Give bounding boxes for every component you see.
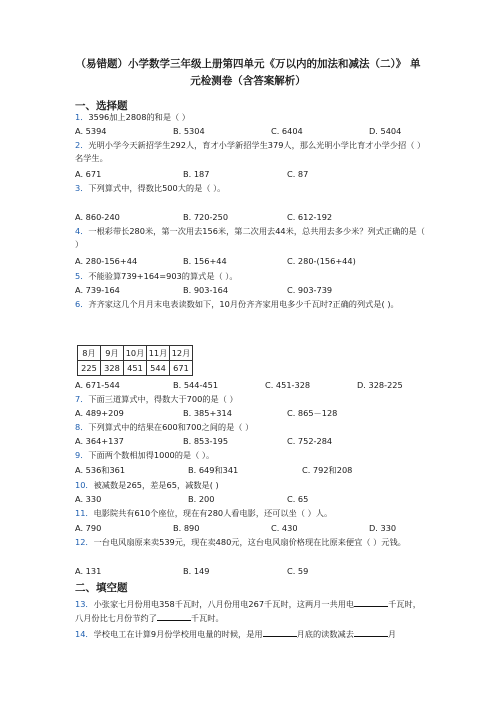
option-b: B. 649和341 [188, 465, 239, 475]
question-11 [75, 507, 425, 520]
question-text: 月底的读数减去 [296, 629, 354, 639]
question-number: 13． [75, 599, 94, 609]
table-cell: 10月 [124, 346, 147, 361]
document-title [60, 56, 436, 90]
question-2-options [75, 169, 425, 181]
option-c: C. 59 [287, 566, 309, 576]
option-d: D. 5404 [369, 126, 402, 136]
question-text: 千瓦时，八月份比七月份节约了 [75, 599, 421, 623]
answer-blank[interactable] [263, 627, 297, 637]
question-12 [75, 536, 425, 549]
question-8 [75, 421, 425, 434]
question-number: 10． [75, 480, 94, 490]
table-cell: 8月 [78, 346, 101, 361]
option-d: D. 328-225 [357, 380, 403, 390]
question-text: 小张家七月份用电358千瓦时，八月份用电267千瓦时，这两月一共用电 [93, 599, 355, 609]
table-cell: 12月 [170, 346, 193, 361]
option-b: B. 903-164 [183, 285, 229, 295]
question-number: 3． [75, 183, 89, 193]
option-a: A. 364+137 [75, 436, 124, 446]
question-text: 一台电风扇原来卖539元，现在卖480元，这台电风扇价格现在比原来便宜（ ）元钱。 [93, 537, 406, 547]
question-4 [75, 225, 425, 251]
question-text: 被减数是265，差是65，减数是( ) [93, 480, 219, 490]
option-a: A. 489+209 [75, 408, 124, 418]
table-row-values [78, 361, 193, 376]
option-a: A. 330 [75, 494, 102, 504]
option-b: B. 149 [183, 566, 210, 576]
question-text: 3596加上2808的和是（ ） [88, 112, 190, 122]
option-a: A. 790 [75, 523, 102, 533]
question-5 [75, 270, 425, 283]
question-number: 8． [75, 422, 89, 432]
answer-blank[interactable] [354, 597, 388, 607]
option-c: C. 6404 [271, 126, 303, 136]
question-9 [75, 449, 425, 462]
question-number: 1． [75, 112, 89, 122]
question-1 [75, 111, 425, 124]
question-text: 千瓦时。 [190, 613, 224, 623]
option-b: B. 156+44 [183, 256, 227, 266]
question-6 [75, 298, 425, 311]
option-b: B. 200 [188, 494, 215, 504]
option-b: B. 5304 [173, 126, 205, 136]
question-text: 下面两个数相加得1000的是（ ）。 [88, 450, 215, 460]
option-c: C. 903-739 [287, 285, 333, 295]
title-line-1: （易错题）小学数学三年级上册第四单元《万以内的加法和减法（二）》 单 [75, 58, 421, 70]
answer-blank[interactable] [157, 611, 191, 621]
option-a: A. 671-544 [75, 380, 120, 390]
option-d: D. 330 [369, 523, 397, 533]
title-line-2: 元检测卷（含答案解析） [190, 75, 306, 87]
question-2 [75, 139, 425, 165]
question-7 [75, 393, 425, 406]
option-c: C. 865－128 [287, 408, 338, 418]
question-3 [75, 182, 425, 195]
option-c: C. 451-328 [265, 380, 311, 390]
meter-reading-table [77, 345, 193, 376]
question-text: 下面三道算式中，得数大于700的是（ ） [88, 394, 238, 404]
table-cell: 328 [101, 361, 124, 376]
option-c: C. 792和208 [302, 465, 353, 475]
option-c: C. 65 [287, 494, 309, 504]
table-cell: 225 [78, 361, 101, 376]
option-c: C. 87 [287, 169, 309, 179]
question-number: 7． [75, 394, 89, 404]
section-heading-choice: 一、选择题 [75, 100, 128, 112]
option-b: B. 853-195 [183, 436, 229, 446]
option-b: B. 544-451 [173, 380, 219, 390]
option-a: A. 280-156+44 [75, 256, 138, 266]
question-3-options [75, 212, 425, 224]
option-a: A. 739-164 [75, 285, 120, 295]
option-c: C. 430 [271, 523, 298, 533]
question-8-options [75, 436, 425, 448]
answer-blank[interactable] [354, 627, 388, 637]
question-14 [75, 627, 425, 641]
question-6-options [75, 380, 425, 392]
question-7-options [75, 408, 425, 420]
question-text: 一根彩带长280米，第一次用去156米，第二次用去44米，总共用去多少米？列式正确的是（ ） [75, 226, 425, 249]
table-cell: 451 [124, 361, 147, 376]
option-c: C. 280-(156+44) [287, 256, 356, 266]
question-10 [75, 479, 425, 492]
question-9-options [75, 465, 425, 477]
option-a: A. 5394 [75, 126, 107, 136]
question-number: 4． [75, 226, 89, 236]
question-11-options [75, 523, 425, 535]
question-12-options [75, 566, 425, 578]
table-cell: 671 [170, 361, 193, 376]
option-b: B. 187 [183, 169, 210, 179]
table-cell: 11月 [147, 346, 170, 361]
question-4-options [75, 256, 425, 268]
option-b: B. 720-250 [183, 212, 229, 222]
question-number: 6． [75, 299, 89, 309]
question-text: 齐齐家这几个月月末电表读数如下，10月份齐齐家用电多少千瓦时?正确的列式是( )。 [88, 299, 399, 309]
question-text: 电影院共有610个座位，现在有280人看电影，还可以坐（ ）人。 [93, 508, 333, 518]
question-number: 5． [75, 271, 89, 281]
question-number: 9． [75, 450, 89, 460]
question-text: 不能验算739+164=903的算式是（ ）。 [88, 271, 238, 281]
option-a: A. 860-240 [75, 212, 120, 222]
option-a: A. 671 [75, 169, 102, 179]
section-heading-fill: 二、填空题 [75, 582, 128, 594]
question-number: 12． [75, 537, 94, 547]
option-b: B. 385+314 [183, 408, 232, 418]
table-cell: 544 [147, 361, 170, 376]
question-1-options [75, 126, 425, 138]
option-c: C. 612-192 [287, 212, 333, 222]
option-b: B. 890 [173, 523, 200, 533]
option-c: C. 752-284 [287, 436, 333, 446]
table-row-months [78, 346, 193, 361]
question-text: 学校电工在计算9月份学校用电量的时候，是用 [93, 629, 263, 639]
question-number: 2． [75, 140, 89, 150]
question-number: 14． [75, 629, 94, 639]
question-text: 光明小学今天新招学生292人，育才小学新招学生379人，那么光明小学比育才小学少招（ ）名学生。 [75, 140, 422, 163]
option-a: A. 131 [75, 566, 102, 576]
question-5-options [75, 285, 425, 297]
question-number: 11． [75, 508, 94, 518]
question-10-options [75, 494, 425, 506]
table-cell: 9月 [101, 346, 124, 361]
question-13 [75, 597, 425, 625]
question-text: 下列算式中，得数比500大的是（ ）。 [88, 183, 226, 193]
question-text: 月 [387, 629, 397, 639]
question-text: 下列算式中的结果在600和700之间的是（ ） [88, 422, 254, 432]
option-a: A. 536和361 [75, 465, 126, 475]
